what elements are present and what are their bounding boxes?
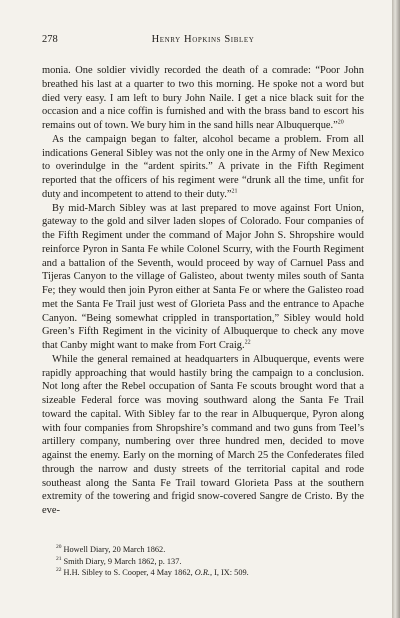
running-head: Henry Hopkins Sibley bbox=[151, 34, 255, 45]
paragraph: By mid-March Sibley was at last prepared to move against Fort Union, gateway to the gold and silver laden slopes of Colorado. Four companies of the Fifth Regiment under the command of Major John S. Shropshire would reinforce Pyron in Santa Fe while Colonel Scurry, with the Fourth Regiment and a battalion of the Seventh, would proceed by way of Carnuel Pass and Tijeras Canyon to the village of Galisteo, about twenty miles south of Santa Fe; they would then join Pyron either at Santa Fe or where the Galisteo road met the Santa Fe Trail just west of Glorieta Pass and the entrance to Apache Canyon. “Being somewhat crippled in transportation,” Sibley would hold Green’s Fifth Regiment in the vicinity of Albuquerque to check any move that Canby might want to make from Fort Craig.$^{22}$ bbox=[42, 202, 364, 351]
footnote: $^{20}$ Howell Diary, 20 March 1862. bbox=[56, 544, 166, 554]
page-header bbox=[42, 33, 364, 47]
page-number: 278 bbox=[42, 34, 58, 45]
paragraph: As the campaign began to falter, alcohol became a problem. From all indications General Sibley was not the only one in the Army of New Mexico to overindulge in the “ardent spirits.” A private in the Fifth Regiment reported that the officers of his regiment were “drunk all the time, unfit for duty and incompetent to attend to their duty.”$^{21}$ bbox=[42, 133, 364, 200]
footnote-ref: 21 bbox=[231, 188, 238, 195]
page-edge bbox=[392, 0, 400, 618]
paragraph: While the general remained at headquarters in Albuquerque, events were rapidly approaching that would hastily bring the campaign to a conclusion. Not long after the Rebel occupation of Santa Fe scouts brought word that a sizeable Federal force was moving southward along the Santa Fe Trail toward the capital. With Sibley far to the rear in Albuquerque, Pyron along with four companies from Shropshire’s command and two guns from Teel’s artillery company, numbering over three hundred men, decided to move against the enemy. Early on the morning of March 25 the Confederates filed through the narrow and dusty streets of the territorial capital and rode southeast along the Santa Fe Trail toward Glorieta Pass at the southern extremity of the towering and frigid snow-covered Sangre de Cristo. By the eve- bbox=[42, 353, 364, 516]
footnote: $^{22}$ H.H. Sibley to S. Cooper, 4 May 1862, O.R., I, IX: 509. bbox=[56, 567, 249, 578]
footnotes bbox=[56, 544, 364, 579]
footnote-ref: 22 bbox=[244, 339, 251, 346]
paragraph: monia. One soldier vividly recorded the death of a comrade: “Poor John breathed his last at a quarter to two this morning. He spoke not a word but died very easy. I am left to bury John Naile. I get a nice black suit for the occasion and a nice coffin is furnished and with the brass band to escort his remains out of town. We bury him in the sand hills near Albuquerque.”$^{20}$ bbox=[42, 65, 364, 131]
body-text bbox=[42, 64, 364, 518]
footnote: $^{21}$ Smith Diary, 9 March 1862, p. 137. bbox=[56, 555, 182, 566]
footnote-ref: 20 bbox=[337, 119, 344, 126]
